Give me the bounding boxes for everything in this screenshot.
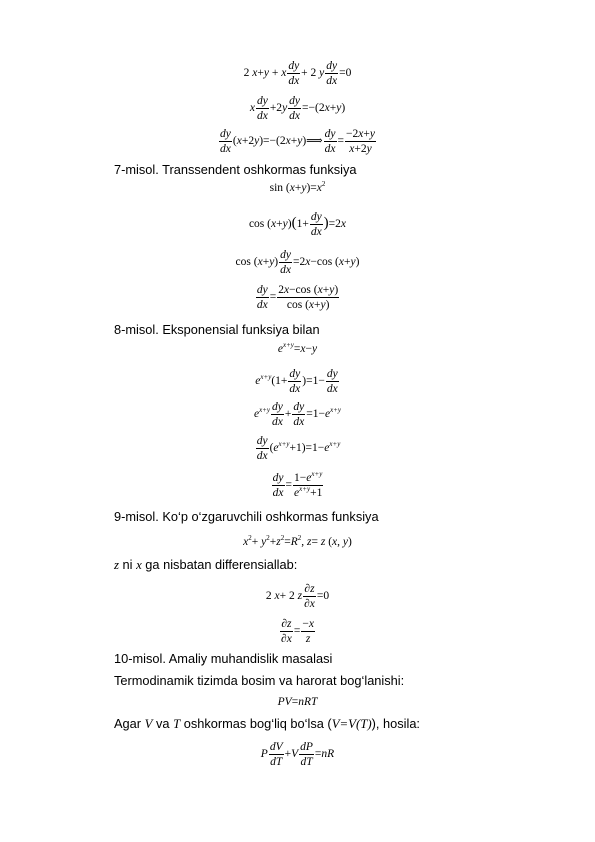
implicit-dependence-note: Agar V va T oshkormas bog‘liq bo‘lsa (V=V(T)), hosila: [114,716,420,731]
equation-3: $\frac{dy}{dx}$ (x+2y)=−(2x+y)⟹ $\frac{dy}{dx}$ = $\frac{-2x+y}{x+2y}$ [220,128,375,156]
equation-15: $\frac{\partial z}{\partial x}$ = $\frac{-x}{z}$ [281,618,314,646]
example-8-heading: 8-misol. Eksponensial funksiya bilan [114,322,320,337]
differentiation-note: z ni x ga nisbatan differensiallab: [114,557,298,572]
equation-4: $\sin (x+y)=x^2$ [269,180,326,194]
equation-14: 2 x+ 2 z $\frac{\partial z}{\partial x}$ =0 [265,583,330,611]
equation-12: $\frac{dy}{dx}$ = $\frac{1-e^{x+y}}{e^{x+y}+1}$ [272,470,323,500]
equation-1: 2 x+y + x $\frac{dy}{dx}$ + 2 y $\frac{dy}{dx}$ =0 [243,60,352,88]
equation-5: cos (x+y)(1+ $\frac{dy}{dx}$ )=2x [248,211,347,239]
equation-17: P $\frac{dV}{dT}$ +V $\frac{dP}{dT}$ =nR [260,741,335,769]
equation-6: cos (x+y) $\frac{dy}{dx}$ =2x−cos (x+y) [235,249,360,277]
equation-11: $\frac{dy}{dx}$ $(e^{x+y}+1)=1-e^{x+y}$ [256,435,341,463]
example-7-heading: 7-misol. Transsendent oshkormas funksiya [114,162,357,177]
equation-13: $x^2+ y^2+z^2=R^2$, z= z (x, y) [243,534,352,548]
equation-9: $e^{x+y}(1+$ $\frac{dy}{dx}$ )=1− $\frac{dy}{dx}$ [255,368,338,396]
equation-2: x $\frac{dy}{dx}$ +2y $\frac{dy}{dx}$ =−(2x+y) [249,95,346,123]
equation-7: $\frac{dy}{dx}$ = $\frac{2x-\cos (x+y)}{\cos (x+y)}$ [256,284,339,312]
equation-16: PV=nRT [277,696,318,708]
equation-10: $e^{x+y}$ $\frac{dy}{dx}$ + $\frac{dy}{dx}$ $=1-e^{x+y}$ [253,401,342,429]
thermodynamics-intro: Termodinamik tizimda bosim va harorat bog‘lanishi: [114,673,405,688]
example-9-heading: 9-misol. Ko‘p o‘zgaruvchili oshkormas funksiya [114,509,379,524]
equation-8: $e^{x+y}=x-y$ [277,341,318,355]
example-10-heading: 10-misol. Amaliy muhandislik masalasi [114,651,333,666]
